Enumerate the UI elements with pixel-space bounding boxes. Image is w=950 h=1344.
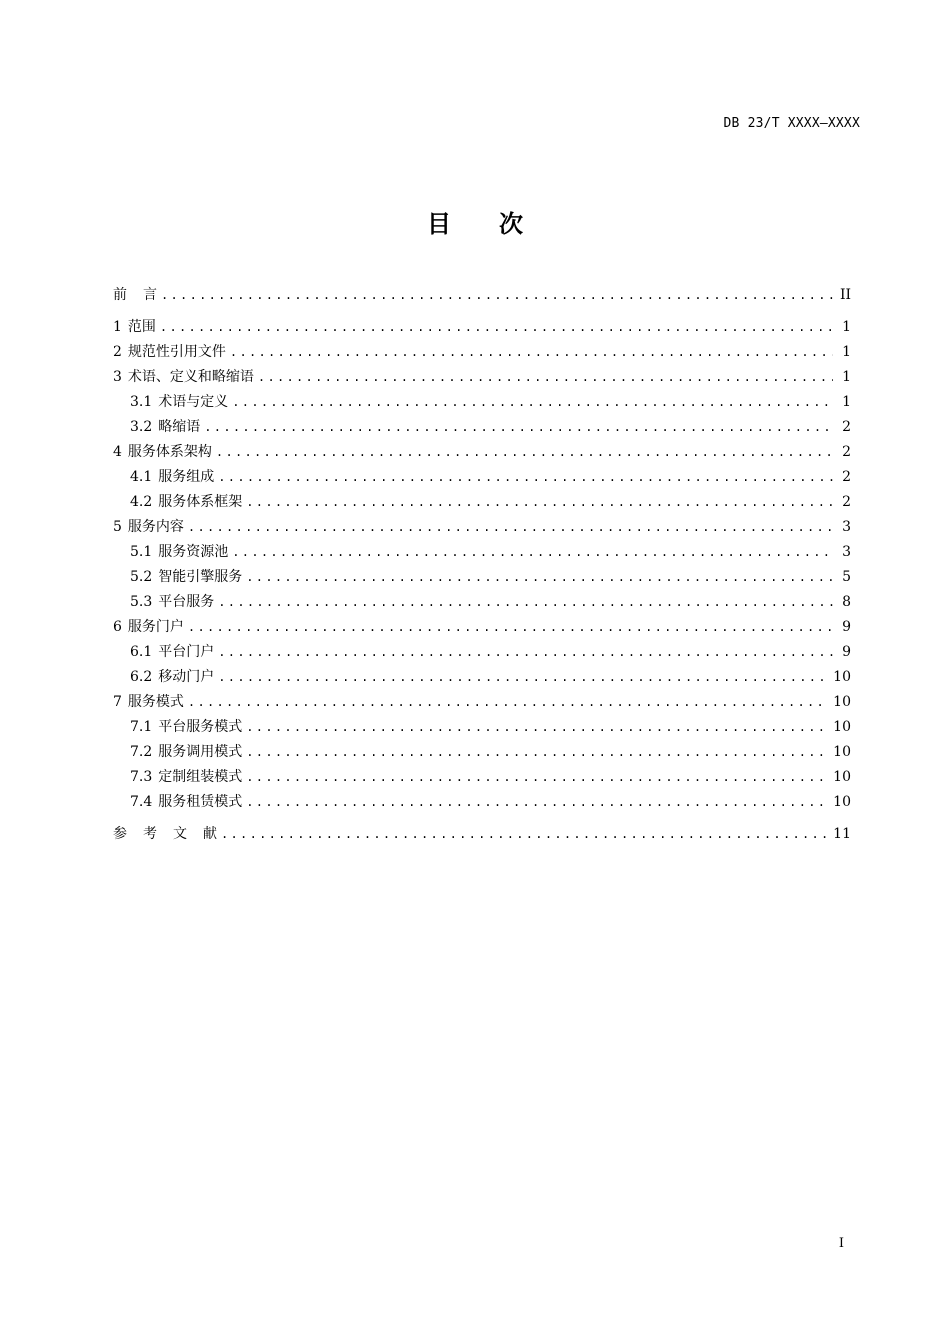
toc-entry[interactable] [113,715,851,740]
toc-entry[interactable] [113,765,851,790]
toc-entry-number: 5.3 [130,594,153,610]
toc-entry-page: 8 [842,594,851,610]
toc-leader-dots [246,790,829,815]
toc-entry-label [113,590,214,615]
toc-entry[interactable] [113,540,851,565]
toc-entry-title: 略缩语 [158,419,201,435]
toc-entry-page: 2 [842,494,851,510]
toc-entry[interactable] [113,740,851,765]
toc-entry-page: 11 [833,826,851,842]
toc-entry-title: 范围 [127,319,156,335]
toc-entry[interactable] [113,690,851,715]
toc-leader-dots [246,740,829,765]
toc-leader-dots [246,715,829,740]
toc-entry-page: 9 [842,644,851,660]
toc-entry[interactable] [113,340,851,365]
toc-entry-foreword[interactable] [113,283,851,308]
toc-title-char-1: 目 [427,210,451,238]
toc-entry-title: 言 [143,287,157,303]
toc-entry-title: 服务内容 [127,519,184,535]
toc-entry-title: 术语与定义 [158,394,229,410]
toc-entry-title: 服务租赁模式 [158,794,243,810]
toc-leader-dots [218,590,833,615]
toc-entry-label [113,665,214,690]
toc-entry-number: 7.3 [130,769,153,785]
toc-entry-page: 1 [842,369,851,385]
toc-entry-page: 3 [842,544,851,560]
toc-entry-title: 定制组装模式 [158,769,243,785]
toc-leader-dots [258,365,833,390]
toc-leader-dots [218,465,833,490]
toc-leader-dots [216,440,833,465]
toc-entry-page: 2 [842,419,851,435]
toc-entry-number: 6 [113,619,122,635]
toc-leader-dots [246,490,833,515]
toc-entry-title: 术语、定义和略缩语 [127,369,254,385]
toc-leader-dots [246,565,833,590]
toc-entry-title: 智能引擎服务 [158,569,243,585]
toc-entry-number: 7.4 [130,794,153,810]
toc-entry[interactable] [113,465,851,490]
toc-entry-page: 5 [842,569,851,585]
toc-entry-page: 1 [842,319,851,335]
toc-entry-label [113,715,242,740]
toc-entry[interactable] [113,390,851,415]
toc-entry-bibliography[interactable] [113,822,851,847]
toc-entry-label [113,740,242,765]
toc-leader-dots [188,690,829,715]
toc-entry-title: 移动门户 [158,669,215,685]
toc-leader-dots [218,665,829,690]
toc-entry-title: 平台服务模式 [158,719,243,735]
toc-entry-number: 7 [113,694,122,710]
toc-leader-dots [230,340,833,365]
toc-title-char-2: 次 [499,210,523,238]
toc-entry-number: 7.1 [130,719,153,735]
toc-entry-number: 3.2 [130,419,153,435]
toc-entry-number: 6.2 [130,669,153,685]
toc-entry-label [113,315,156,340]
document-code: DB 23/T XXXX—XXXX [723,116,860,131]
toc-entry[interactable] [113,515,851,540]
toc-entry-page: 1 [842,394,851,410]
toc-entry[interactable] [113,665,851,690]
toc-entry[interactable] [113,790,851,815]
toc-entry-label [113,490,242,515]
toc-entry-page: 10 [833,719,851,735]
toc-entry-title: 服务体系架构 [127,444,212,460]
toc-entry-title: 献 [203,826,217,842]
toc-entry-number: 5.2 [130,569,153,585]
toc-leader-dots [218,640,833,665]
toc-entry-number: 5.1 [130,544,153,560]
table-of-contents [113,283,851,847]
toc-leader-dots [221,822,829,847]
toc-leader-dots [232,540,833,565]
toc-entry-label [113,415,200,440]
toc-leader-dots [232,390,833,415]
toc-entry-title: 服务门户 [127,619,184,635]
toc-entry[interactable] [113,590,851,615]
toc-entry-title: 前 [113,287,143,303]
toc-entry-number: 2 [113,344,122,360]
toc-entry[interactable] [113,415,851,440]
toc-entry-label [113,540,228,565]
toc-entry-title: 参考文 [113,826,203,842]
toc-entry-title: 服务模式 [127,694,184,710]
toc-entry-page: 10 [833,794,851,810]
toc-entry[interactable] [113,615,851,640]
toc-entry-number: 1 [113,319,122,335]
toc-entry-label [113,465,214,490]
toc-entry-page: II [839,287,851,303]
toc-entry-page: 9 [842,619,851,635]
toc-leader-dots [188,615,833,640]
toc-entry-title: 服务组成 [158,469,215,485]
toc-entry[interactable] [113,640,851,665]
toc-entry-number: 4 [113,444,122,460]
toc-entry-number: 3.1 [130,394,153,410]
page-number: I [838,1236,844,1251]
toc-entry[interactable] [113,565,851,590]
toc-title [0,204,950,239]
toc-leader-dots [161,283,833,308]
toc-entry-label [113,690,184,715]
toc-entry-label [113,822,217,847]
toc-entry-label [113,515,184,540]
toc-entry[interactable] [113,490,851,515]
toc-entry-page: 2 [842,444,851,460]
toc-entry-label [113,440,212,465]
toc-entry-label [113,390,228,415]
toc-entry-label [113,283,157,308]
toc-leader-dots [246,765,829,790]
toc-entry-label [113,615,184,640]
toc-entry-label [113,565,242,590]
toc-entry-title: 平台门户 [158,644,215,660]
toc-leader-dots [160,315,833,340]
toc-entry[interactable] [113,315,851,340]
toc-entry[interactable] [113,440,851,465]
toc-entry-label [113,340,226,365]
toc-entry-label [113,765,242,790]
toc-entry-label [113,365,254,390]
toc-entry-number: 5 [113,519,122,535]
toc-entry-title: 服务体系框架 [158,494,243,510]
toc-entry[interactable] [113,365,851,390]
toc-entry-label [113,790,242,815]
toc-entry-number: 4.2 [130,494,153,510]
toc-entry-page: 1 [842,344,851,360]
toc-leader-dots [204,415,833,440]
toc-entry-number: 4.1 [130,469,153,485]
toc-entry-page: 3 [842,519,851,535]
toc-entry-title: 平台服务 [158,594,215,610]
toc-entry-page: 2 [842,469,851,485]
toc-entry-number: 3 [113,369,122,385]
toc-entry-page: 10 [833,694,851,710]
toc-entry-page: 10 [833,744,851,760]
toc-entry-label [113,640,214,665]
toc-entry-title: 规范性引用文件 [127,344,226,360]
toc-entry-page: 10 [833,769,851,785]
toc-entry-title: 服务调用模式 [158,744,243,760]
toc-entry-number: 6.1 [130,644,153,660]
toc-entry-number: 7.2 [130,744,153,760]
toc-entry-page: 10 [833,669,851,685]
toc-leader-dots [188,515,833,540]
toc-entry-title: 服务资源池 [158,544,229,560]
